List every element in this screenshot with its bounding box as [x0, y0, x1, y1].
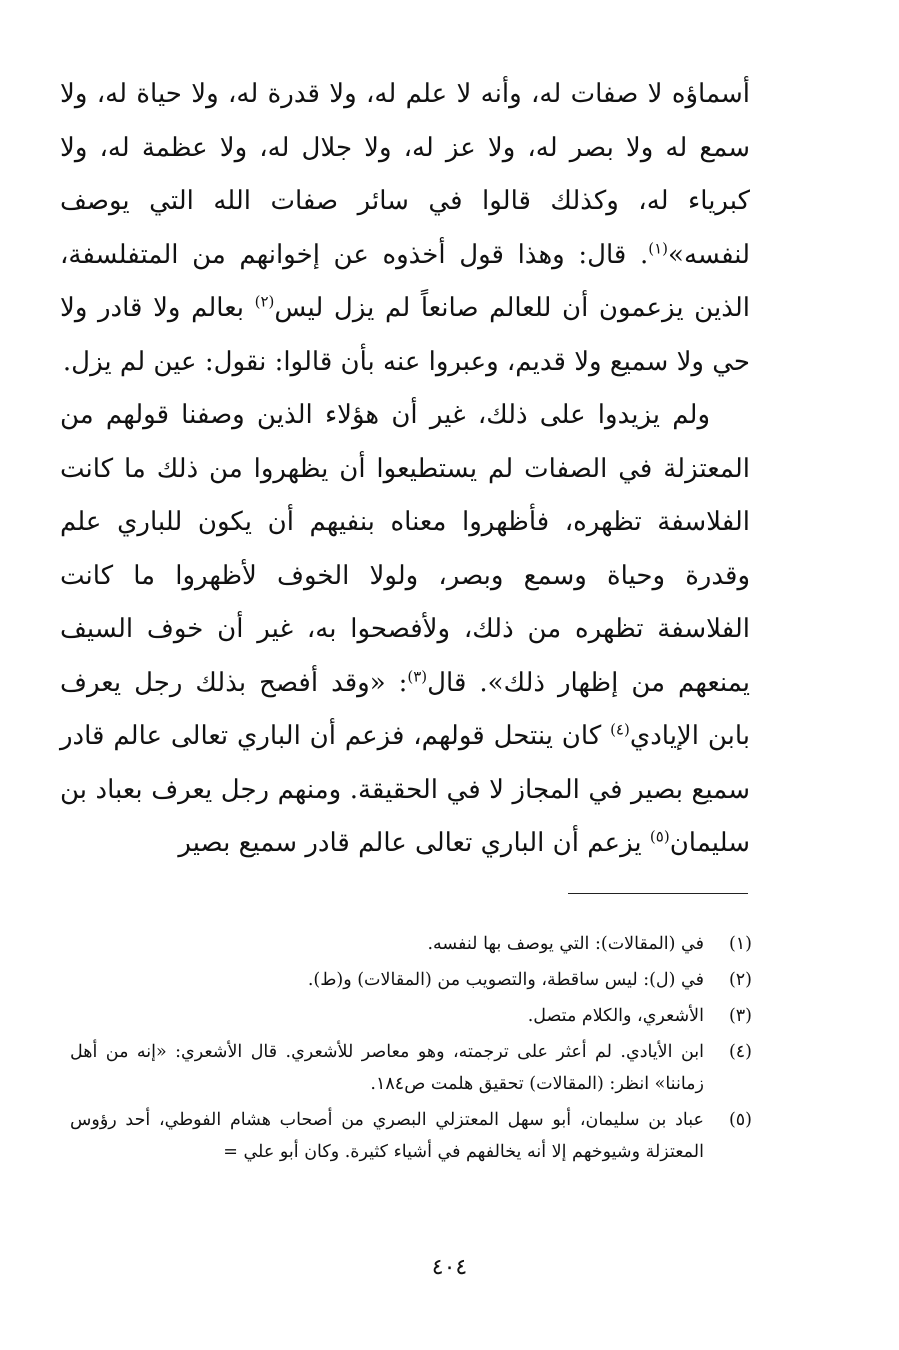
text-line: كان ينتحل قولهم، فزعم أن الباري تعالى عالم — [113, 721, 611, 751]
footnote-ref-5: (٥) — [649, 827, 670, 846]
text-line: ولا قادر ولا حي ولا سميع ولا قديم، وعبروا عنه بأن قالوا: — [60, 293, 750, 377]
text-line: أسماؤه لا صفات له، وأنه لا علم له، ولا قدرة له، ولا حياة — [136, 79, 750, 109]
footnote-text: الأشعري، والكلام متصل. — [527, 1006, 704, 1026]
text-line: علم وقدرة وحياة وسمع وبصر، ولولا الخوف لأظهروا ما كانت — [60, 507, 750, 591]
text-line: له، ولا سمع له ولا بصر له، ولا عز له، ولا جلال له، ولا — [60, 79, 751, 163]
footnote-text: ابن الأيادي. لم أعثر على ترجمته، وهو معاصر للأشعري. قال الأشعري: «إنه من أهل زماننا» انظر: (المقالات) تحقيق هلمت ص١٨٤. — [70, 1042, 704, 1094]
text-line: . قال: وهذا قول أخذوه عن إخوانهم من — [192, 239, 649, 270]
text-line: يوصف لنفسه» — [60, 186, 750, 270]
text-line: من المعتزلة في الصفات لم يستطيعوا أن يظهروا من ذلك ما — [60, 400, 751, 484]
text-line: : «وقد أفصح بذلك رجل يعرف — [60, 667, 408, 698]
text-line: كانت الفلاسفة تظهره، فأظهروا معناه بنفيهم أن يكون للباري — [60, 453, 750, 537]
footnote-ref-1: (١) — [648, 238, 669, 257]
text-line: بابن الإيادي — [629, 721, 751, 751]
paragraph-2 — [60, 389, 750, 871]
footnote-5 — [70, 1104, 752, 1168]
footnote-text: عباد بن سليمان، أبو سهل المعتزلي البصري من أصحاب هشام الفوطي، أحد رؤوس المعتزلة وشيوخهم إلا أنه يخالفهم في أشياء كثيرة. وكان أبو علي = — [70, 1110, 704, 1162]
footnote-3 — [70, 1000, 752, 1032]
text-line: يمنعهم من إظهار ذلك». قال — [427, 667, 750, 698]
text-line: المتفلسفة، الذين يزعمون أن للعالم صانعاً لم يزل ليس — [60, 239, 750, 323]
footnote-number: (٢) — [728, 970, 752, 990]
footnote-number: (٤) — [728, 1042, 752, 1062]
text-line: نقول: عين لم يزل. — [62, 346, 267, 377]
text-line: الفلاسفة تظهره من ذلك، ولأفصحوا به، غير أن خوف السيف — [60, 614, 750, 644]
footnote-1 — [70, 928, 752, 960]
text-line: عظمة له، ولا كبرياء له، وكذلك قالوا في سائر صفات الله التي — [60, 132, 751, 216]
footnote-ref-2: (٢) — [254, 292, 275, 311]
footnote-text: في (المقالات): التي يوصف بها لنفسه. — [427, 934, 704, 954]
text-line: بعالم — [191, 293, 255, 323]
footnote-number: (١) — [728, 934, 752, 954]
text-line: قادر سميع بصير في المجاز لا في الحقيقة. ومنهم رجل يعرف — [60, 721, 751, 805]
footnote-number: (٥) — [728, 1110, 752, 1130]
footnotes — [70, 928, 752, 1172]
footnote-2 — [70, 964, 752, 996]
footnote-text: في (ل): ليس ساقطة، والتصويب من (المقالات) و(ط). — [307, 970, 704, 990]
footnote-number: (٣) — [728, 1006, 752, 1026]
text-line: بعباد بن سليمان — [60, 774, 750, 858]
text-line: يزعم أن الباري تعالى عالم قادر سميع بصير — [178, 828, 650, 858]
footnote-separator — [568, 893, 748, 894]
page-number: ٤٠٤ — [431, 1255, 468, 1280]
footnote-ref-4: (٤) — [610, 720, 630, 739]
main-text — [60, 68, 750, 871]
footnote-ref-3: (٣) — [407, 666, 428, 685]
paragraph-1 — [60, 68, 750, 389]
footnote-4 — [70, 1036, 752, 1100]
text-line: ولم يزيدوا على ذلك، غير أن هؤلاء الذين وصفنا قولهم — [105, 400, 711, 430]
